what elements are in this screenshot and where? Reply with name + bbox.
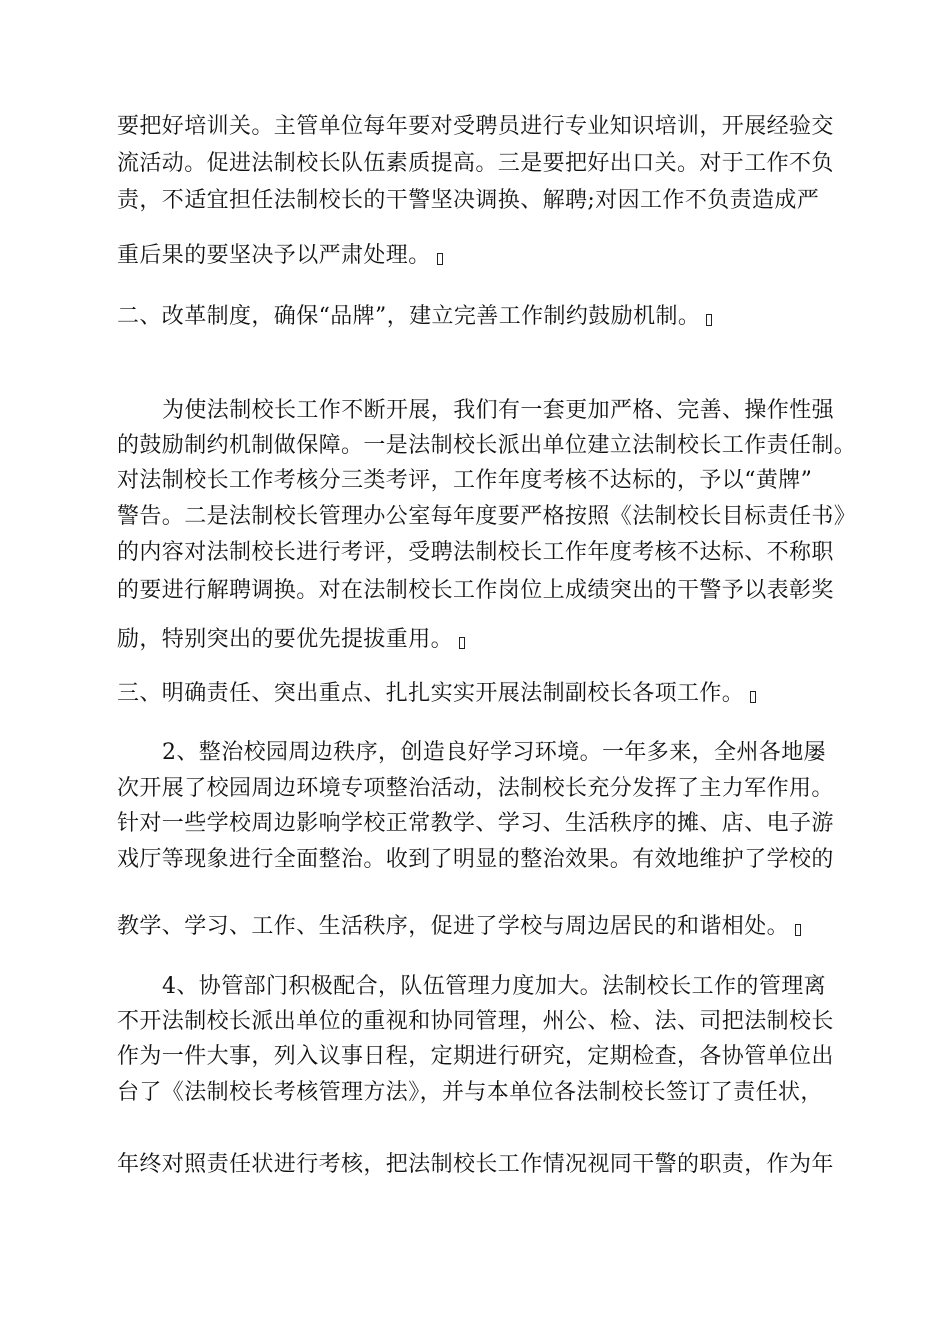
paragraph-line-last: [117, 913, 801, 941]
paragraph-line: 针对一些学校周边影响学校正常教学、学习、生活秩序的摊、店、电子游: [117, 811, 834, 836]
paragraph-mark-icon: [706, 314, 712, 326]
paragraph-line: 要把好培训关。主管单位每年要对受聘员进行专业知识培训，开展经验交: [117, 114, 834, 139]
heading-text: 二、改革制度，确保“品牌”，建立完善工作制约鼓励机制。: [117, 304, 701, 329]
paragraph-mark-icon: [795, 924, 801, 936]
heading-text: 三、明确责任、突出重点、扎扎实实开展法制副校长各项工作。: [117, 681, 745, 706]
paragraph-line: 的内容对法制校长进行考评，受聘法制校长工作年度考核不达标、不称职: [117, 540, 834, 565]
paragraph-line: 对法制校长工作考核分三类考评，工作年度考核不达标的，予以“黄牌”: [117, 468, 813, 493]
paragraph-line: 戏厅等现象进行全面整治。收到了明显的整治效果。有效地维护了学校的: [117, 847, 834, 872]
paragraph-line: 不开法制校长派出单位的重视和协同管理，州公、检、法、司把法制校长: [117, 1009, 834, 1034]
paragraph-line-first: 为使法制校长工作不断开展，我们有一套更加严格、完善、操作性强: [162, 398, 835, 423]
line-text: 重后果的要坚决予以严肃处理。: [117, 243, 431, 268]
paragraph-line: 流活动。促进法制校长队伍素质提高。三是要把好出口关。对于工作不负: [117, 151, 834, 176]
paragraph-line: 的鼓励制约机制做保障。一是法制校长派出单位建立法制校长工作责任制。: [117, 433, 857, 458]
paragraph-line-first: 2、整治校园周边秩序，创造良好学习环境。一年多来，全州各地屡: [162, 740, 826, 765]
paragraph-line: 的要进行解聘调换。对在法制校长工作岗位上成绩突出的干警予以表彰奖: [117, 578, 834, 603]
paragraph-mark-icon: [459, 637, 465, 649]
paragraph-mark-icon: [437, 253, 443, 265]
paragraph-line: 台了《法制校长考核管理方法》，并与本单位各法制校长签订了责任状，: [117, 1080, 823, 1105]
section-heading: [117, 680, 756, 708]
paragraph-line: 责，不适宜担任法制校长的干警坚决调换、解聘;对因工作不负责造成严: [117, 188, 820, 213]
paragraph-line: 次开展了校园周边环境专项整治活动，法制校长充分发挥了主力军作用。: [117, 776, 834, 801]
paragraph-line: 警告。二是法制校长管理办公室每年度要严格按照《法制校长目标责任书》: [117, 504, 857, 529]
paragraph-line: 作为一件大事，列入议事日程，定期进行研究，定期检查，各协管单位出: [117, 1044, 834, 1069]
section-heading: [117, 303, 712, 331]
paragraph-line: 年终对照责任状进行考核，把法制校长工作情况视同干警的职责，作为年: [117, 1152, 834, 1177]
line-text: 教学、学习、工作、生活秩序，促进了学校与周边居民的和谐相处。: [117, 914, 790, 939]
paragraph-line: 励，特别突出的要优先提拔重用。: [117, 626, 465, 654]
paragraph-mark-icon: [750, 691, 756, 703]
paragraph-line-first: 4、协管部门积极配合，队伍管理力度加大。法制校长工作的管理离: [162, 974, 826, 999]
paragraph-line-last: [117, 242, 443, 270]
